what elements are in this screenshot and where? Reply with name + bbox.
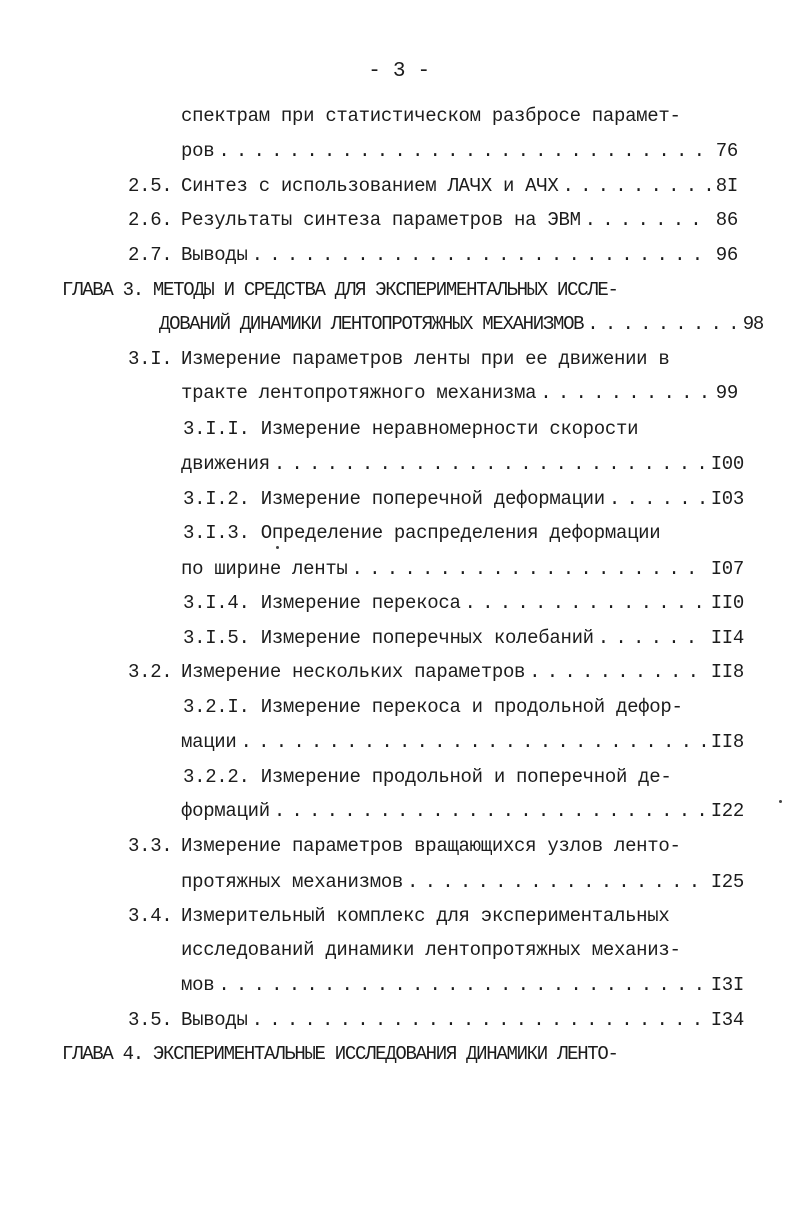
- toc-entry-page: I22: [710, 800, 744, 822]
- toc-entry-title: Выводы: [181, 244, 248, 266]
- toc-entry-page: I00: [710, 453, 744, 475]
- toc-line-text: 3.I.3. Определение распределения деформации: [183, 522, 661, 544]
- toc-entry-title: мации: [181, 731, 237, 753]
- section-number: 3.I.: [128, 348, 173, 370]
- toc-entry: [183, 591, 744, 615]
- toc-entry: [181, 139, 738, 163]
- leader-dots: [465, 591, 707, 615]
- toc-entry: [183, 487, 744, 511]
- section-number: 2.7.: [128, 244, 173, 266]
- toc-entry-title: протяжных механизмов: [181, 871, 404, 893]
- toc-entry-title: мов: [181, 974, 215, 996]
- section-number: 3.2.: [128, 661, 173, 683]
- toc-entry-title: Синтез с использованием ЛАЧХ и АЧХ: [181, 175, 559, 197]
- leader-dots: [274, 452, 707, 476]
- toc-entry-page: I3I: [710, 974, 744, 996]
- toc-entry-page: I03: [710, 488, 744, 510]
- toc-entry: [159, 312, 763, 336]
- section-number: 3.3.: [128, 835, 173, 857]
- toc-entry-page: I34: [710, 1009, 744, 1031]
- leader-dots: [218, 139, 711, 163]
- leader-dots: [562, 174, 711, 198]
- section-number: 3.4.: [128, 905, 173, 927]
- leader-dots: [598, 626, 707, 650]
- toc-entry: [181, 730, 744, 754]
- toc-entry: [181, 557, 744, 581]
- toc-entry-title: Измерение нескольких параметров: [181, 661, 526, 683]
- toc-entry-page: 86: [715, 209, 738, 231]
- toc-entry: [181, 208, 738, 232]
- toc-entry-page: I25: [710, 871, 744, 893]
- toc-entry: [181, 973, 744, 997]
- toc-entry-title: ров: [181, 140, 215, 162]
- toc-entry-title: 3.I.2. Измерение поперечной деформации: [183, 488, 605, 510]
- toc-line-text: спектрам при статистическом разбросе парамет-: [181, 105, 681, 127]
- toc-entry-title: формаций: [181, 800, 270, 822]
- toc-entry: [181, 799, 744, 823]
- toc-line-text: 3.2.I. Измерение перекоса и продольной дефор-: [183, 696, 683, 718]
- toc-entry-title: по ширине ленты: [181, 558, 348, 580]
- toc-entry: [181, 452, 744, 476]
- toc-entry-page: I07: [710, 558, 744, 580]
- toc-line-text: Измерение параметров вращающихся узлов ленто-: [181, 835, 681, 857]
- toc-entry-page: II0: [710, 592, 744, 614]
- toc-entry: [181, 870, 744, 894]
- leader-dots: [252, 1008, 707, 1032]
- toc-entry: [181, 174, 738, 198]
- section-number: 2.5.: [128, 175, 173, 197]
- leader-dots: [274, 799, 707, 823]
- toc-entry-page: 8I: [715, 175, 738, 197]
- toc-entry-page: 76: [715, 140, 738, 162]
- toc-line-text: исследований динамики лентопротяжных механиз-: [181, 939, 681, 961]
- toc-entry-title: ДОВАНИЙ ДИНАМИКИ ЛЕНТОПРОТЯЖНЫХ МЕХАНИЗМОВ: [159, 313, 584, 335]
- toc-entry-title: Результаты синтеза параметров на ЭВМ: [181, 209, 581, 231]
- leader-dots: [587, 312, 739, 336]
- toc-entry-title: 3.I.5. Измерение поперечных колебаний: [183, 627, 594, 649]
- toc-entry-page: 98: [742, 313, 763, 335]
- toc-entry-title: 3.I.4. Измерение перекоса: [183, 592, 461, 614]
- toc-entry-page: 99: [715, 382, 738, 404]
- toc-entry: [181, 1008, 744, 1032]
- toc-entry: [183, 626, 744, 650]
- page-number: - 3 -: [368, 60, 430, 83]
- toc-entry: [181, 381, 738, 405]
- scan-speck: [779, 800, 782, 803]
- toc-entry-page: 96: [715, 244, 738, 266]
- leader-dots: [540, 381, 712, 405]
- toc-entry-page: II8: [710, 661, 744, 683]
- toc-entry-title: Выводы: [181, 1009, 248, 1031]
- leader-dots: [352, 557, 707, 581]
- leader-dots: [585, 208, 712, 232]
- toc-line-text: Измерительный комплекс для экспериментальных: [181, 905, 670, 927]
- leader-dots: [609, 487, 707, 511]
- chapter-heading: ГЛАВА 4. ЭКСПЕРИМЕНТАЛЬНЫЕ ИССЛЕДОВАНИЯ ДИНАМИКИ ЛЕНТО-: [62, 1043, 618, 1065]
- section-number: 2.6.: [128, 209, 173, 231]
- leader-dots: [529, 660, 707, 684]
- toc-line-text: 3.2.2. Измерение продольной и поперечной де-: [183, 766, 672, 788]
- scan-speck: [276, 546, 279, 549]
- leader-dots: [218, 973, 706, 997]
- leader-dots: [252, 243, 712, 267]
- toc-line-text: Измерение параметров ленты при ее движении в: [181, 348, 670, 370]
- toc-entry-page: II8: [710, 731, 744, 753]
- toc-entry-title: тракте лентопротяжного механизма: [181, 382, 537, 404]
- leader-dots: [407, 870, 707, 894]
- chapter-heading: ГЛАВА 3. МЕТОДЫ И СРЕДСТВА ДЛЯ ЭКСПЕРИМЕНТАЛЬНЫХ ИССЛЕ-: [62, 279, 618, 301]
- toc-entry-page: II4: [710, 627, 744, 649]
- toc-entry-title: движения: [181, 453, 270, 475]
- toc-entry: [181, 243, 738, 267]
- toc-entry: [181, 660, 744, 684]
- leader-dots: [241, 730, 707, 754]
- toc-line-text: 3.I.I. Измерение неравномерности скорости: [183, 418, 639, 440]
- section-number: 3.5.: [128, 1009, 173, 1031]
